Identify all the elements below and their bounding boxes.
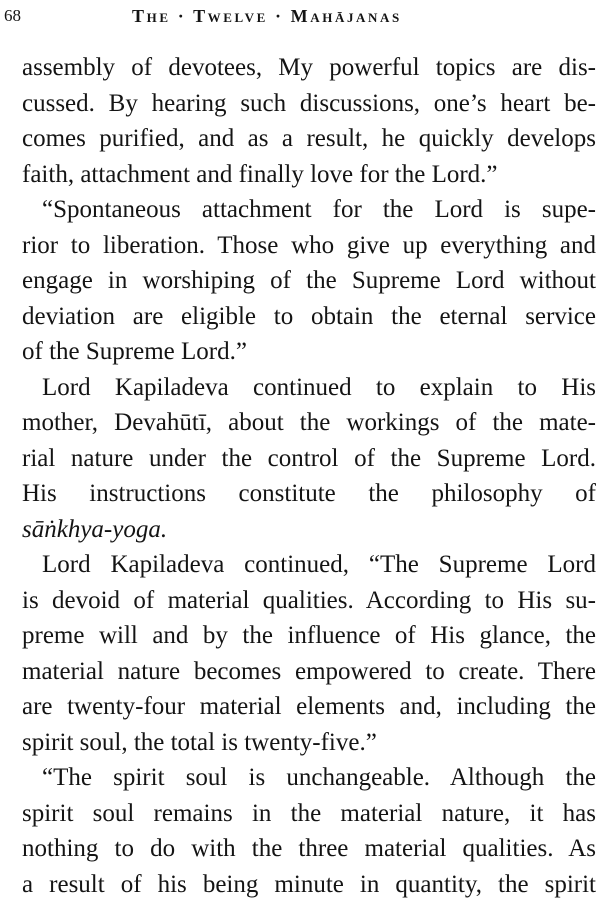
text-line: mother, Devahūtī, about the workings of the mate- — [22, 409, 596, 436]
page-header — [0, 4, 600, 32]
text-line: His instructions constitute the philosophy of — [22, 480, 596, 507]
text-line: assembly of devotees, My powerful topics are dis- — [22, 54, 596, 81]
text-line: Lord Kapiladeva continued, “The Supreme Lord — [42, 551, 596, 578]
text-line: cussed. By hearing such discussions, one’s heart be- — [22, 89, 596, 117]
text-line: “Spontaneous attachment for the Lord is supe- — [42, 196, 596, 223]
text-line: nothing to do with the three material qualities. As — [22, 835, 596, 862]
text-line: a result of his being minute in quantity, the spirit — [22, 870, 596, 898]
text-line: “The spirit soul is unchangeable. Although the — [42, 764, 596, 791]
body-text — [22, 50, 596, 902]
text-line: deviation are eligible to obtain the eternal service — [22, 302, 596, 330]
text-line: engage in worshiping of the Supreme Lord without — [22, 267, 596, 294]
text-line: are twenty-four material elements and, including the — [22, 693, 596, 720]
text-line: is devoid of material qualities. According to His su- — [22, 586, 596, 614]
text-line: spirit soul remains in the material nature, it has — [22, 799, 596, 827]
text-line: comes purified, and as a result, he quickly develops — [22, 125, 596, 152]
text-line: rial nature under the control of the Supreme Lord. — [22, 444, 596, 472]
text-line: material nature becomes empowered to create. There — [22, 657, 596, 685]
running-title: The · Twelve · Mahājanas — [132, 6, 402, 26]
text-line: of the Supreme Lord.” — [22, 338, 247, 365]
text-line: rior to liberation. Those who give up everything and — [22, 231, 596, 259]
text-line: sāṅkhya-yoga. — [22, 515, 168, 543]
text-line: Lord Kapiladeva continued to explain to His — [42, 373, 596, 401]
text-line: faith, attachment and finally love for the Lord.” — [22, 160, 498, 188]
page-number: 68 — [4, 6, 21, 25]
text-line: spirit soul, the total is twenty-five.” — [22, 728, 377, 756]
text-line: preme will and by the influence of His glance, the — [22, 622, 596, 649]
